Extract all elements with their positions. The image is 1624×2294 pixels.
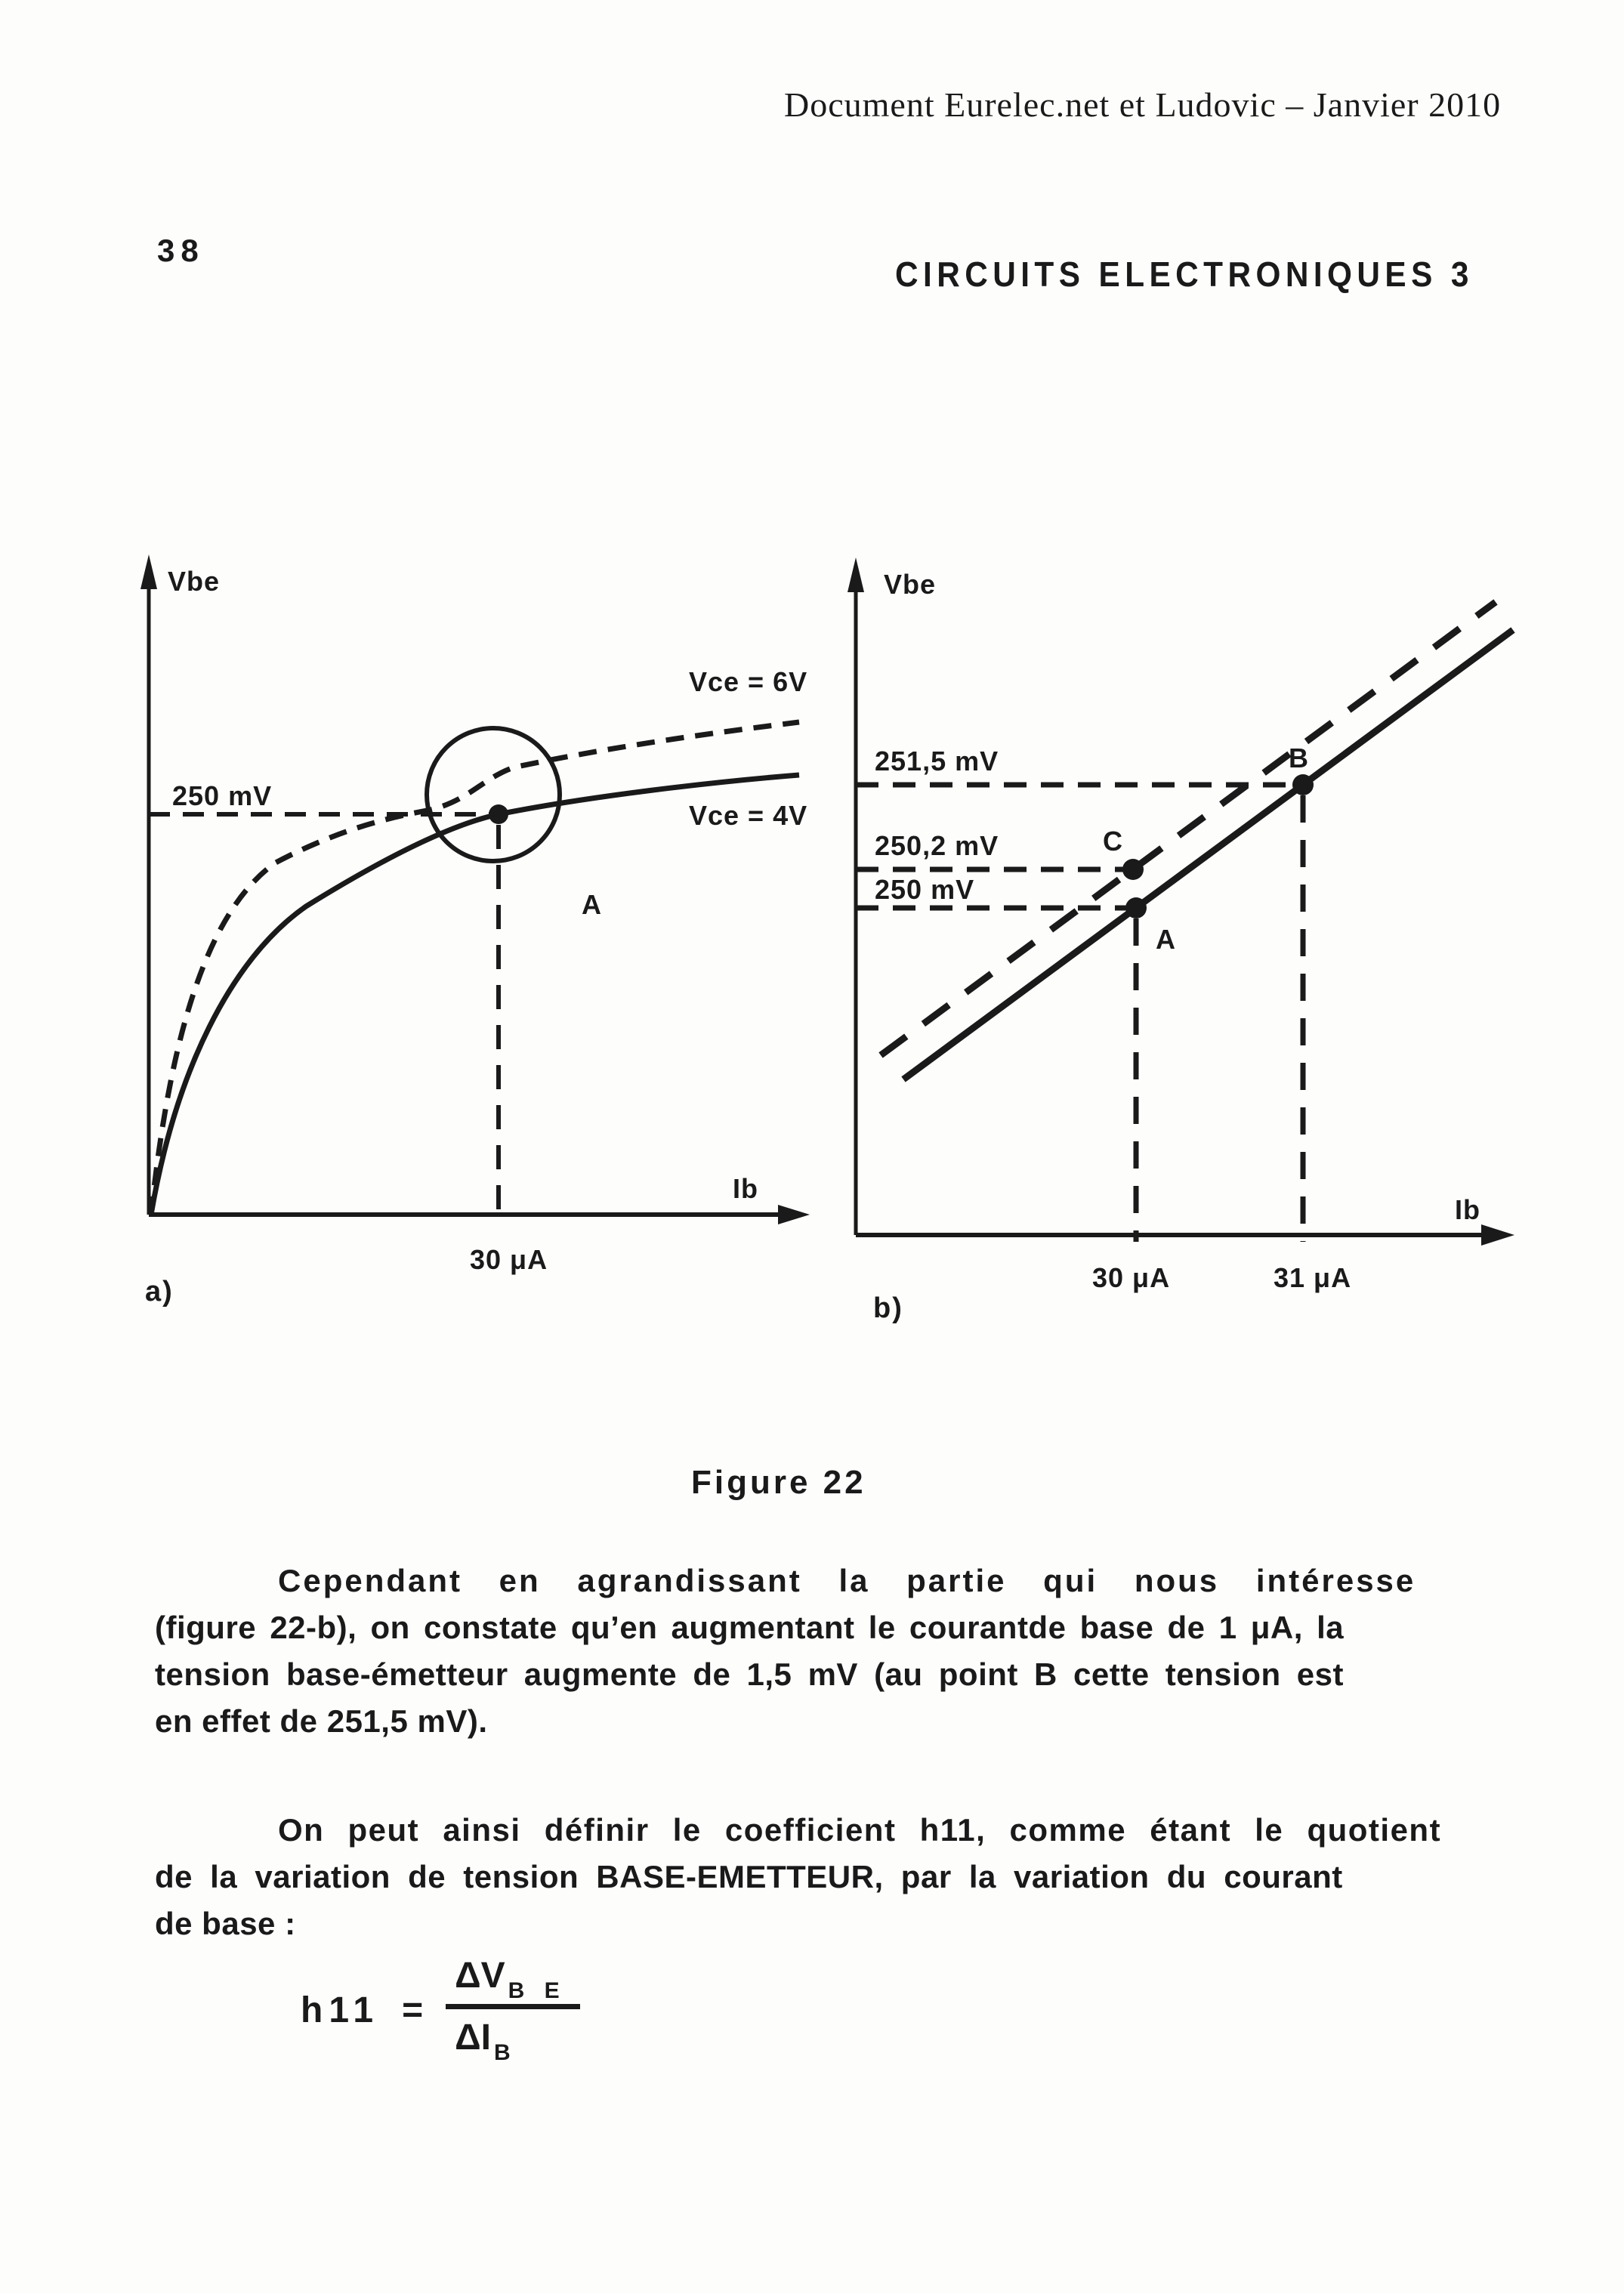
graph-a-y-axis-label: Vbe [168,566,221,597]
graph-a [128,551,831,1307]
graph-a-magnifier-circle [427,728,560,861]
graph-b-x-tick-30ua: 30 μA [1092,1262,1171,1293]
graph-b-point-c-label: C [1103,826,1123,857]
graph-b-point-b-dot [1292,774,1314,795]
graph-b-x-arrow-icon [1481,1224,1514,1246]
graph-b-point-c-dot [1122,859,1144,880]
formula-numerator-subscript: B E [508,1978,567,2003]
graph-a-y-tick-250mv: 250 mV [172,780,273,811]
graph-a-subfigure-tag: a) [145,1276,174,1307]
graph-a-x-tick-30ua: 30 μA [470,1244,548,1275]
graph-a-point-a-label: A [582,889,602,920]
graph-a-legend-vce6v: Vce = 6V [689,666,808,697]
formula-denominator: ΔI $_B$ [455,2018,517,2065]
paragraph-2-line-1: On peut ainsi définir le coefficient h11, comme étant le quotient [278,1812,1442,1848]
graph-a-y-arrow-icon [140,554,157,589]
formula-equals-sign: = [402,1990,424,2030]
formula-denominator-subscript: B [493,2040,517,2065]
paragraph-1-line-2: (figure 22-b), on constate qu’en augmentant le courantde base de 1 μA, la [155,1610,1345,1645]
page-number: 38 [157,233,205,268]
graph-b-x-axis-label: Ib [1455,1194,1480,1225]
paragraph-2-line-2: de la variation de tension BASE-EMETTEUR, par la variation du courant [155,1859,1343,1894]
figure-caption: Figure 22 [691,1464,866,1501]
formula-fraction [446,1955,580,2066]
formula-h11 [301,1955,580,2066]
paragraph-1 [155,1558,1541,1745]
graph-a-x-arrow-icon [778,1205,810,1224]
graph-b-y-tick-2515mv: 251,5 mV [875,746,999,777]
graph-b-subfigure-tag: b) [873,1292,903,1324]
graph-a-curve-vce4v [151,775,799,1215]
page-title: CIRCUITS ELECTRONIQUES 3 [895,255,1474,294]
graph-b-x-tick-31ua: 31 μA [1274,1262,1352,1293]
paragraph-2-line-3: de base : [155,1906,296,1941]
paragraph-1-line-1: Cependant en agrandissant la partie qui nous intéresse [278,1563,1416,1598]
graph-b-point-a-dot [1125,897,1147,919]
formula-numerator: ΔV $_{B E}$ [455,1956,567,2003]
graph-b-point-b-label: B [1289,743,1309,773]
header-credit: Document Eurelec.net et Ludovic – Janvier 2010 [784,85,1502,124]
graph-a-x-axis-label: Ib [733,1173,758,1204]
graph-b-y-tick-2502mv: 250,2 mV [875,830,999,861]
graph-b-point-a-label: A [1156,924,1176,955]
graph-b-y-tick-250mv: 250 mV [875,874,975,905]
formula-lhs: h11 [301,1990,380,2030]
paragraph-1-line-4: en effet de 251,5 mV). [155,1703,488,1739]
graph-a-point-a-dot [489,804,508,824]
graph-b-y-axis-label: Vbe [884,569,937,600]
graph-b-y-arrow-icon [848,557,864,592]
graph-a-legend-vce4v: Vce = 4V [689,800,808,831]
graph-b [837,550,1555,1335]
formula-fraction-bar [446,2004,580,2009]
graph-b-line-vce6v [881,602,1496,1055]
paragraph-1-line-3: tension base-émetteur augmente de 1,5 mV (au point B cette tension est [155,1656,1344,1692]
paragraph-2 [155,1807,1541,1947]
